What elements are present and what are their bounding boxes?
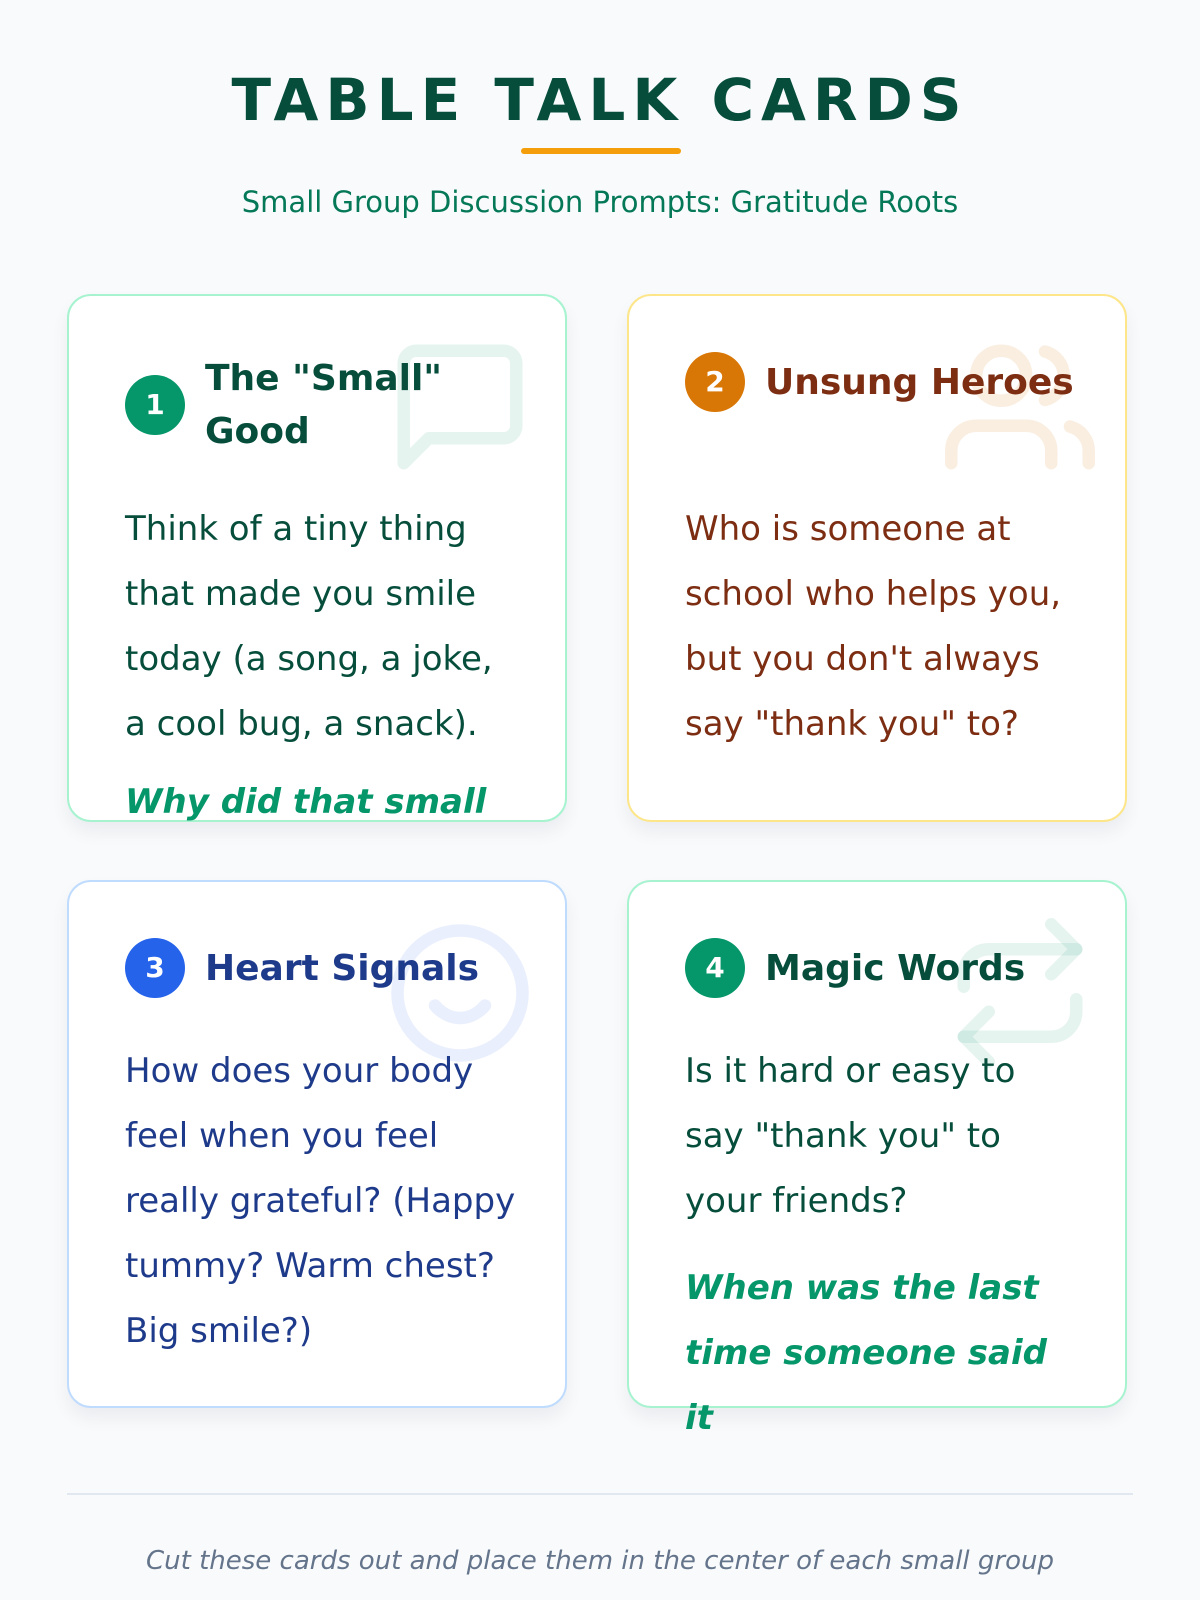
card-prompt: Think of a tiny thing that made you smile today (a song, a joke, a cool bug, a snack). (125, 509, 493, 744)
page-title: TABLE TALK CARDS (231, 66, 969, 134)
card-header (125, 938, 515, 998)
card-prompt: Who is someone at school who helps you, but you don't always say "thank you" to? (685, 509, 1062, 744)
prompt-card-2 (627, 294, 1127, 822)
card-followup-question: When was the last time someone said it (685, 1268, 1047, 1438)
card-title: Magic Words (765, 947, 1026, 989)
prompt-card-4 (627, 880, 1127, 1438)
card-number-badge: 3 (125, 938, 185, 998)
card-followup-question: Why did that small (125, 782, 487, 822)
prompt-card-3 (67, 880, 567, 1408)
footer-divider (67, 1493, 1133, 1495)
footer-instructions: Cut these cards out and place them in the center of each small group (145, 1546, 1054, 1576)
card-title: Unsung Heroes (765, 361, 1074, 403)
page-subtitle: Small Group Discussion Prompts: Gratitude Roots (241, 185, 959, 219)
card-number-badge: 1 (125, 375, 185, 435)
card-number-badge: 4 (685, 938, 745, 998)
prompt-card-1 (67, 294, 567, 822)
card-number-badge: 2 (685, 352, 745, 412)
card-header (685, 938, 1075, 998)
card-header (125, 352, 515, 458)
card-prompt: How does your body feel when you feel really grateful? (Happy tummy? Warm chest? Big smile?) (125, 1051, 516, 1351)
title-underline (521, 148, 681, 154)
card-title: The "Small" Good (205, 358, 443, 452)
card-header (685, 352, 1075, 412)
card-prompt: Is it hard or easy to say "thank you" to your friends? (685, 1051, 1016, 1221)
card-title: Heart Signals (205, 947, 480, 989)
